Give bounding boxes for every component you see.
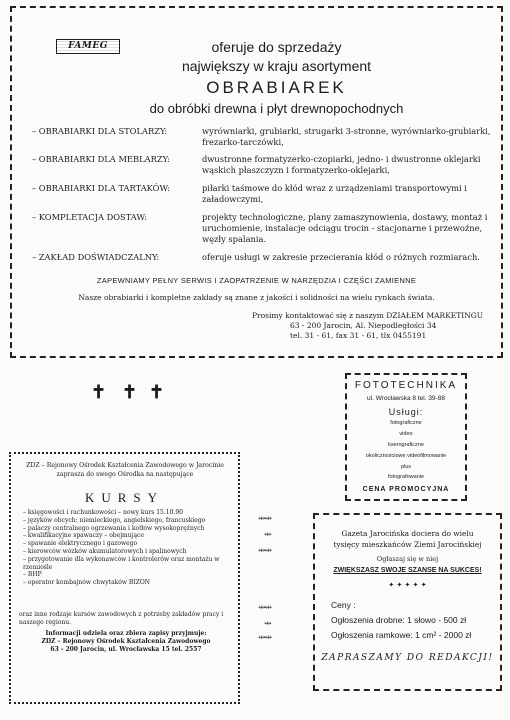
list-item: – palaczy centralnego ogrzewania i kotłów wysokoprężnych bbox=[23, 525, 233, 533]
offer-category: – OBRABIARKI DLA MEBLARZY: bbox=[32, 154, 170, 164]
gazeta-intro: Gazeta Jarocińska dociera do wielu bbox=[341, 529, 474, 538]
divider-ornament: ⇹⇹ bbox=[258, 546, 272, 556]
foto-service: video bbox=[399, 431, 413, 437]
kursy-footer-line: 63 - 200 Jarocin, ul. Wrocławska 15 tel. 2557 bbox=[50, 646, 202, 653]
offer-category: – OBRABIARKI DLA TARTAKÓW: bbox=[32, 183, 171, 193]
headline-line-2: największy w kraju asortyment bbox=[181, 58, 372, 74]
headline-line-4: do obróbki drewna i płyt drewnopochodnych bbox=[149, 101, 404, 116]
gazeta-stars: ✦ ✦ ✦ ✦ ✦ bbox=[388, 581, 427, 589]
offer-description: projekty technologiczne, plany zamaszynowienia, dostawy, montaż i uruchomienie, instalacje odciągu trocin - stacjonarne i przewoźne, węzły spalania. bbox=[202, 212, 488, 244]
fameg-advertisement bbox=[10, 6, 503, 358]
list-item: – języków obcych: niemieckiego, angielskiego, francuskiego bbox=[23, 517, 233, 525]
list-item: – operator kombajnów chwytaków BIZON bbox=[23, 579, 233, 587]
foto-service: kserograficzne bbox=[388, 442, 424, 448]
foto-services-title: Usługi: bbox=[388, 407, 424, 417]
foto-title: FOTOTECHNIKA bbox=[354, 380, 458, 391]
gazeta-call: Ogłaszaj się w niej bbox=[376, 555, 439, 563]
contact-block bbox=[252, 311, 502, 341]
headline-line-1: oferuje do sprzedaży bbox=[211, 39, 342, 55]
gazeta-price: Ogłoszenia ramkowe: 1 cm² - 2000 zł bbox=[331, 630, 472, 640]
service-line: ZAPEWNIAMY PEŁNY SERWIS I ZAOPATRZENIE W NARZĘDZIA I CZĘŚCI ZAMIENNE bbox=[96, 276, 417, 285]
list-item: – kierowców wózków akumulatorowych i spalinowych bbox=[23, 548, 233, 556]
headline-product: OBRABIAREK bbox=[206, 78, 347, 97]
kursy-footer-line: Informacji udziela oraz zbiera zapisy przyjmuje: bbox=[45, 630, 207, 637]
divider-ornament: ⇹⇹ bbox=[258, 633, 272, 643]
divider-ornament: ⇹ bbox=[264, 619, 271, 629]
foto-service: plus bbox=[400, 464, 412, 470]
contact-line: tel. 31 - 61, fax 31 - 61, tlx 0455191 bbox=[290, 331, 427, 340]
kursy-header-line: zaprasza do swego Ośrodka na następujące bbox=[56, 471, 194, 478]
divider-ornament: ⇹ bbox=[264, 530, 271, 540]
contact-line: 63 - 200 Jarocin, Al. Niepodległości 34 bbox=[290, 321, 437, 330]
foto-price: CENA PROMOCYJNA bbox=[362, 486, 450, 493]
foto-address: ul. Wrocławska 8 tel. 39-88 bbox=[367, 395, 445, 402]
kursy-header-line: ZDZ – Rejonowy Ośrodek Kształcenia Zawodowego w Jarocinie bbox=[26, 462, 224, 469]
offer-category: – ZAKŁAD DOŚWIADCZALNY: bbox=[32, 252, 160, 262]
kursy-list bbox=[23, 509, 233, 587]
list-item: – BHP bbox=[23, 571, 233, 579]
gazeta-price: Ogłoszenia drobne: 1 słowo - 500 zł bbox=[331, 615, 467, 625]
list-item: – kwalifikacyjne spawaczy – obejmujące bbox=[23, 532, 233, 540]
fameg-logo: FAMEG bbox=[56, 39, 120, 54]
offer-description: oferuje usługi w zakresie przecierania kłód o różnych rozmiarach. bbox=[202, 252, 480, 262]
offer-description: dwustronne formatyzerko-czopiarki, jedno- i dwustronne oklejarki wąskich płaszczyzn i formatyzerko-oklejarki, bbox=[202, 154, 481, 175]
foto-service: fotograficzne bbox=[390, 420, 422, 426]
offer-category: – KOMPLETACJA DOSTAW: bbox=[32, 212, 148, 222]
kursy-title: KURSY bbox=[84, 490, 165, 505]
gazeta-advertisement bbox=[313, 513, 502, 691]
list-item: – spawanie elektrycznego i gazowego bbox=[23, 540, 233, 548]
kursy-note: oraz inne rodzaje kursów zawodowych z potrzeby zakładów pracy i naszego regionu. bbox=[19, 611, 224, 626]
gazeta-prices-title: Ceny : bbox=[331, 600, 356, 610]
contact-line: Prosimy kontaktować się z naszym DZIAŁEM MARKETINGU bbox=[252, 311, 484, 320]
cross-icon: ✝ bbox=[91, 382, 107, 403]
foto-service: fotografowanie bbox=[387, 474, 425, 480]
list-item: – księgowości i rachunkowości – nowy kurs 15.10.90 bbox=[23, 509, 233, 517]
quality-line: Nasze obrabiarki i kompletne zakłady są znane z jakości i solidności na wielu rynkach świata. bbox=[78, 293, 435, 302]
offer-description: piłarki taśmowe do kłód wraz z urządzeniami transportowymi i załadowczymi, bbox=[202, 183, 467, 204]
divider-ornament: ⇹⇹ bbox=[258, 514, 272, 524]
gazeta-intro: tysięcy mieszkańców Ziemi Jarocińskiej bbox=[333, 540, 482, 549]
kursy-footer-line: ZDZ – Rejonowy Ośrodek Kształcenia Zawodowego bbox=[41, 638, 211, 645]
list-item: – przygotowanie dla wykonawców i kontrolerów oraz montażu w rzemiośle bbox=[23, 556, 233, 572]
gazeta-slogan: ZWIĘKSZASZ SWOJE SZANSE NA SUKCES! bbox=[333, 567, 482, 574]
kursy-advertisement bbox=[9, 452, 240, 704]
cross-icon: ✝ bbox=[149, 382, 165, 403]
cross-icon: ✝ bbox=[122, 382, 138, 403]
gazeta-closing: ZAPRASZAMY DO REDAKCJI! bbox=[321, 653, 494, 663]
offer-category: – OBRABIARKI DLA STOLARZY: bbox=[32, 126, 168, 136]
foto-service: okolicznościowe videofilmowanie bbox=[365, 453, 447, 459]
divider-ornament: ⇹⇹ bbox=[258, 603, 272, 613]
fototechnika-advertisement bbox=[345, 373, 467, 501]
offer-description: wyrówniarki, grubiarki, strugarki 3-stronne, wyrówniarko-grubiarki, frezarko-tarczówki, bbox=[202, 126, 491, 147]
